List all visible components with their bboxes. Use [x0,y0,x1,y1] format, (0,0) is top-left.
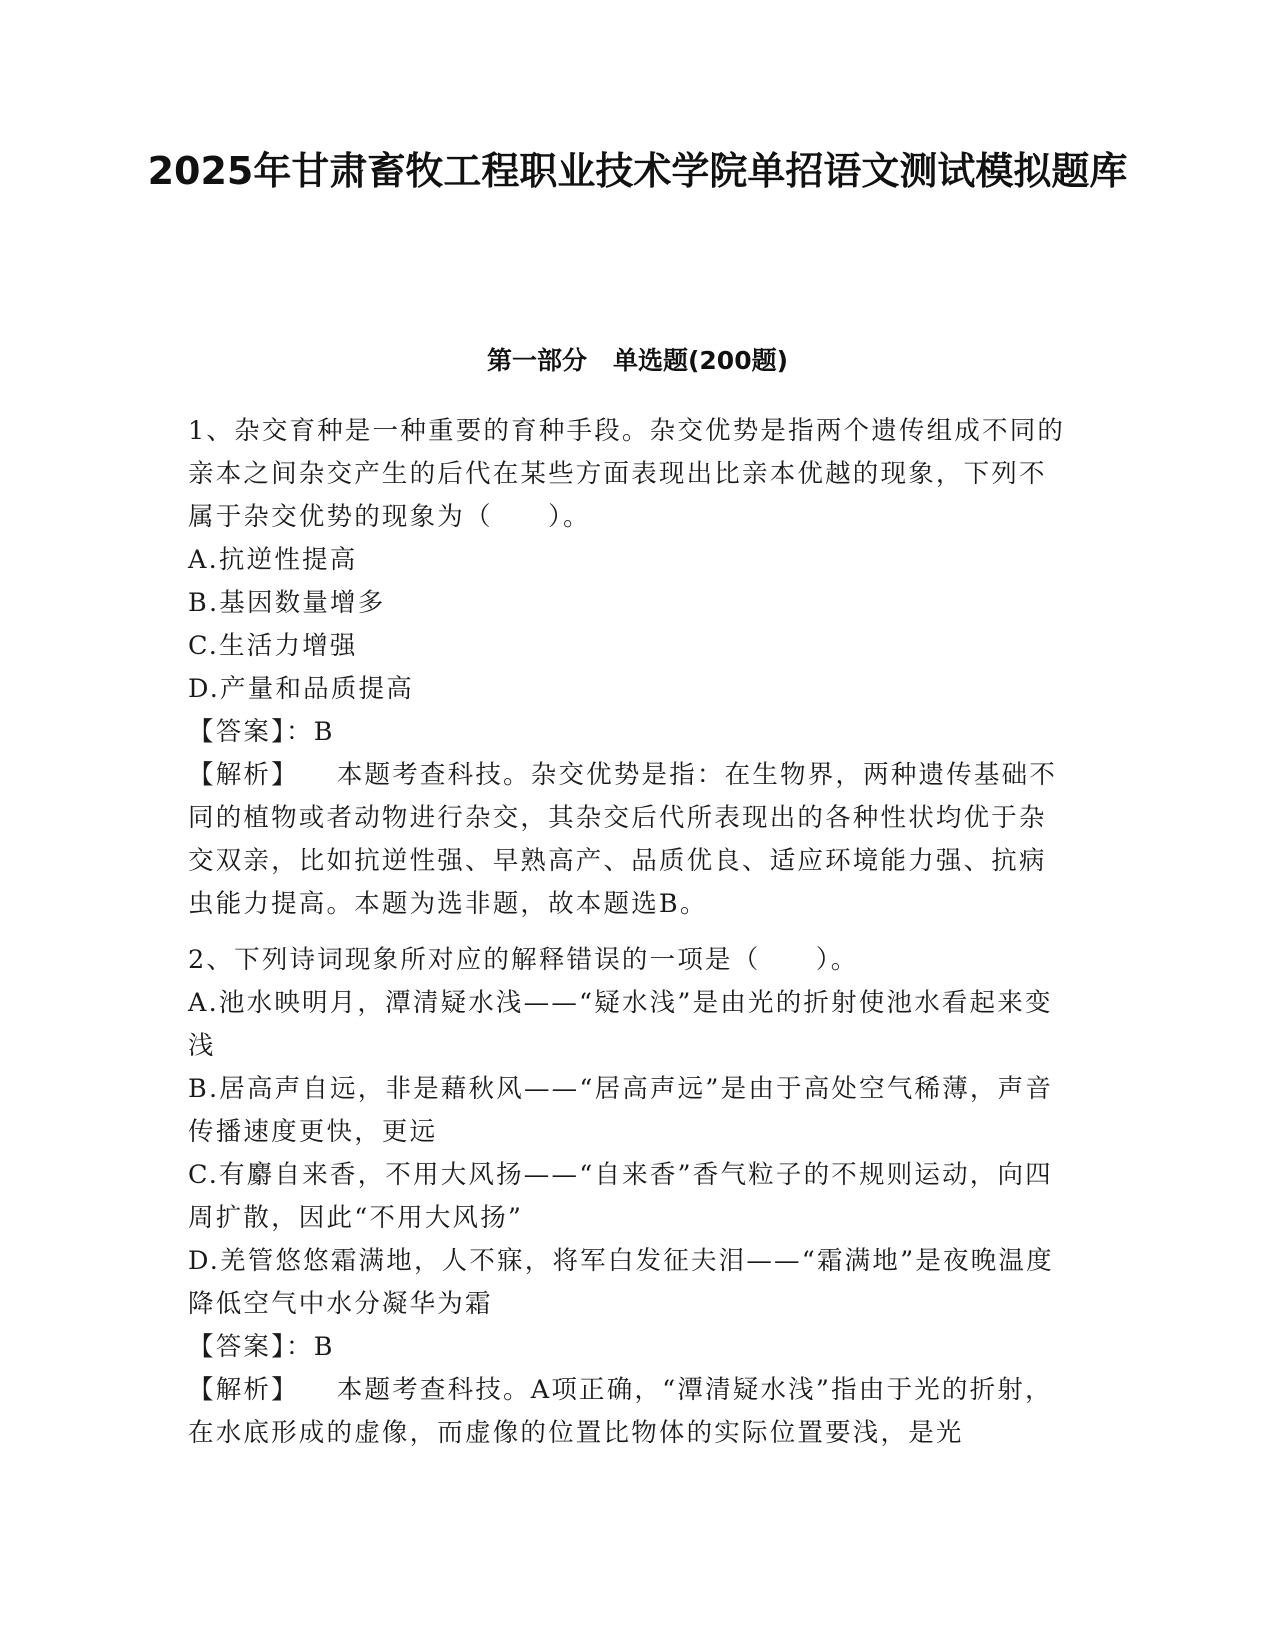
answer-value: B [313,1332,335,1362]
section-name: 单选题(200题) [612,346,789,375]
analysis-paragraph [188,1369,1068,1455]
option-b: B.基因数量增多 [188,588,386,618]
question-stem: 2、下列诗词现象所对应的解释错误的一项是（ ）。 [188,945,859,975]
option-b: B.居高声自远，非是藉秋风——“居高声远”是由于高处空气稀薄，声音传播速度更快，更远 [188,1074,1054,1147]
question-item [188,410,1068,926]
option-d: D.羌管悠悠霜满地，人不寐，将军白发征夫泪——“霜满地”是夜晚温度降低空气中水分凝华为霜 [188,1246,1054,1319]
analysis-label: 【解析】 [188,1375,299,1405]
answer-label: 【答案】： [188,717,314,747]
analysis-text: 本题考查科技。杂交优势是指：在生物界，两种遗传基础不同的植物或者动物进行杂交，其杂交后代所表现出的各种性状均优于杂交双亲，比如抗逆性强、早熟高产、品质优良、适应环境能力强、抗病虫能力提高。本题为选非题，故本题选B。 [188,760,1058,919]
analysis-paragraph [188,754,1068,926]
answer-line [188,711,1068,754]
option-a: A.池水映明月，潭清疑水浅——“疑水浅”是由光的折射使池水看起来变浅 [188,988,1053,1061]
option-d: D.产量和品质提高 [188,674,414,704]
analysis-text: 本题考查科技。A项正确，“潭清疑水浅”指由于光的折射，在水底形成的虚像，而虚像的位置比物体的实际位置要浅，是光 [188,1375,1053,1448]
analysis-label: 【解析】 [188,760,299,790]
option-a: A.抗逆性提高 [188,545,358,575]
section-part: 第一部分 [486,346,587,375]
answer-line [188,1326,1068,1369]
question-separator [188,926,1068,939]
section-heading [120,343,1155,379]
question-list [188,410,1068,1455]
document-title: 2025年甘肃畜牧工程职业技术学院单招语文测试模拟题库 [147,149,1128,193]
answer-value: B [313,717,335,747]
answer-label: 【答案】： [188,1332,314,1362]
option-c: C.有麝自来香，不用大风扬——“自来香”香气粒子的不规则运动，向四周扩散，因此“不用大风扬” [188,1160,1053,1233]
option-c: C.生活力增强 [188,631,358,661]
question-item [188,939,1068,1455]
question-stem: 1、杂交育种是一种重要的育种手段。杂交优势是指两个遗传组成不同的亲本之间杂交产生的后代在某些方面表现出比亲本优越的现象，下列不属于杂交优势的现象为（ ）。 [188,416,1066,532]
